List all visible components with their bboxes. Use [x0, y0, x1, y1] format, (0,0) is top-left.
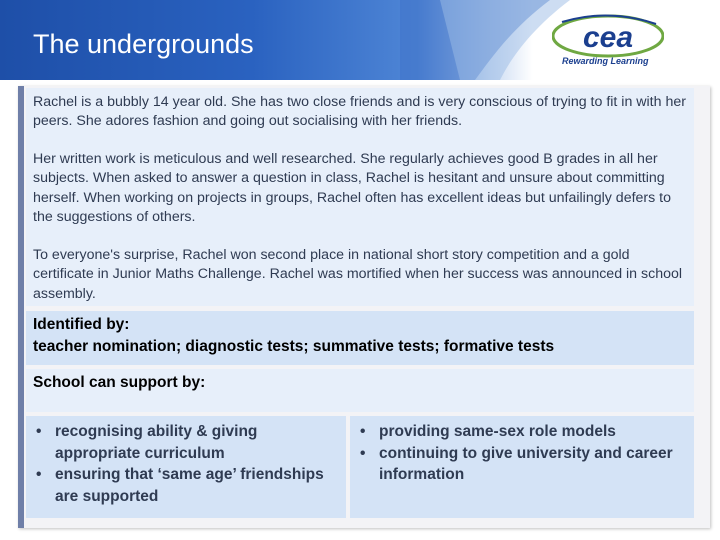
list-item-text: providing same-sex role models — [379, 423, 616, 440]
bullet-icon: • — [360, 423, 366, 440]
bullet-icon: • — [36, 466, 42, 484]
bullet-icon: • — [36, 423, 42, 440]
list-item — [356, 443, 690, 486]
identified-by-text: teacher nomination; diagnostic tests; summative tests; formative tests — [33, 338, 555, 355]
list-item-text: ensuring that ‘same age’ friendships are supported — [55, 466, 324, 505]
support-heading-panel — [26, 369, 694, 412]
support-label: School can support by: — [33, 374, 206, 391]
case-study-paragraph-1: Rachel is a bubbly 14 year old. She has two close friends and is very conscious of trying to fit in with her peers. She adores fashion and going out socialising with her friends. — [33, 94, 686, 130]
logo-lettering: cea — [582, 21, 634, 54]
logo-tagline: Rewarding Learning — [562, 56, 649, 66]
case-study-panel — [26, 88, 694, 306]
list-item-text: recognising ability & giving appropriate curriculum — [55, 423, 258, 462]
support-list-left — [26, 416, 346, 518]
list-item — [356, 421, 690, 443]
list-item — [32, 421, 342, 464]
identified-by-panel — [26, 311, 694, 365]
list-item — [32, 464, 342, 507]
case-study-paragraph-3: To everyone's surprise, Rachel won second place in national short story competition and a gold certificate in Junior Maths Challenge. Rachel was mortified when her success was announced in school assembly. — [33, 247, 683, 302]
bullet-icon: • — [360, 444, 366, 462]
page-title: The undergrounds — [33, 29, 254, 59]
identified-by-label: Identified by: — [33, 316, 130, 333]
case-study-paragraph-2: Her written work is meticulous and well researched. She regularly achieves good B grades in all her subjects. When asked to answer a question in class, Rachel is hesitant and unsure about committing herself. When working on projects in groups, Rachel often has excellent ideas but unfailingly defers to the suggestions of others. — [33, 151, 672, 226]
support-list-right — [350, 416, 694, 518]
list-item-text: continuing to give university and career information — [379, 444, 673, 484]
